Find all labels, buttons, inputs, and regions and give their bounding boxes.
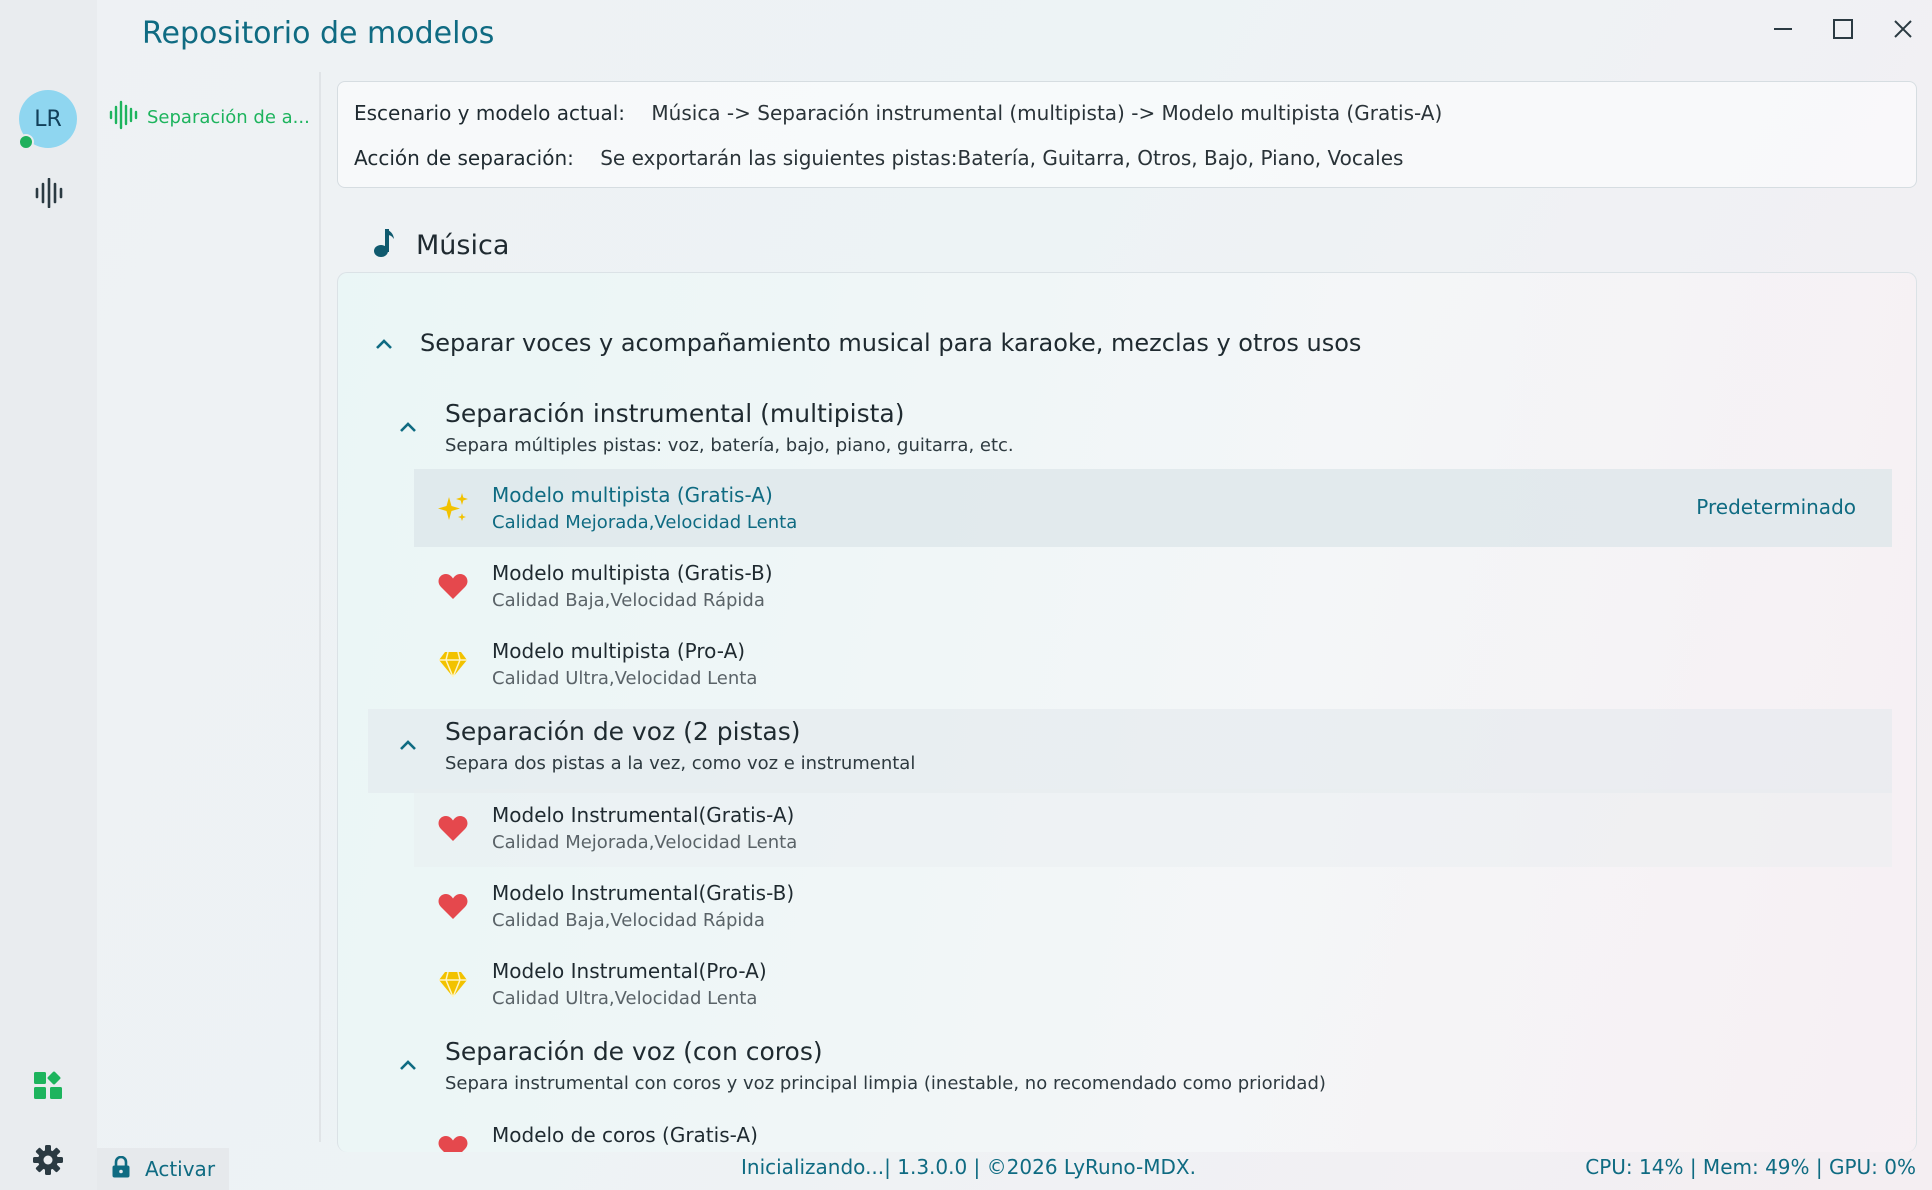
activate-button[interactable] xyxy=(97,1148,229,1190)
sidebar-item-label: Separación de a... xyxy=(147,107,310,128)
left-rail xyxy=(0,0,97,1190)
model-meta: Calidad Ultra,Velocidad Lenta xyxy=(492,988,758,1009)
action-label: Acción de separación: xyxy=(354,146,574,170)
action-value: Se exportarán las siguientes pistas:Batería, Guitarra, Otros, Bajo, Piano, Vocales xyxy=(600,146,1404,170)
category-two-track[interactable] xyxy=(368,709,1892,793)
section-title: Música xyxy=(416,230,510,261)
model-name: Modelo de coros (Gratis-A) xyxy=(492,1123,758,1147)
maximize-button[interactable] xyxy=(1828,14,1858,44)
category-title: Separación de voz (con coros) xyxy=(445,1037,823,1066)
category-desc: Separa dos pistas a la vez, como voz e instrumental xyxy=(445,753,916,774)
model-name: Modelo multipista (Pro-A) xyxy=(492,639,746,663)
sparkle-icon xyxy=(436,491,470,525)
heart-icon xyxy=(436,811,470,845)
waveform-icon xyxy=(109,100,139,135)
category-desc: Separa instrumental con coros y voz principal limpia (inestable, no recomendado como prioridad) xyxy=(445,1073,1326,1094)
heart-icon xyxy=(436,569,470,603)
chevron-up-icon[interactable] xyxy=(374,329,394,357)
model-name: Modelo Instrumental(Gratis-A) xyxy=(492,803,795,827)
sidebar-item-separation[interactable] xyxy=(109,100,310,135)
diamond-icon xyxy=(436,967,470,1001)
minimize-button[interactable] xyxy=(1768,14,1798,44)
model-meta: Calidad Baja,Velocidad Rápida xyxy=(492,910,765,931)
action-row xyxy=(354,146,1403,170)
model-meta: Calidad Mejorada,Velocidad Lenta xyxy=(492,512,798,533)
gear-icon[interactable] xyxy=(32,1144,64,1180)
category-title: Separación de voz (2 pistas) xyxy=(445,717,801,746)
model-name: Modelo multipista (Gratis-B) xyxy=(492,561,773,585)
avatar[interactable]: LR xyxy=(19,90,77,148)
model-item[interactable] xyxy=(414,867,1892,945)
model-name: Modelo multipista (Gratis-A) xyxy=(492,483,773,507)
category-desc: Separa múltiples pistas: voz, batería, bajo, piano, guitarra, etc. xyxy=(445,435,1014,456)
model-meta: Calidad Ultra,Velocidad Lenta xyxy=(492,668,758,689)
default-badge: Predeterminado xyxy=(1696,495,1856,519)
resource-usage: CPU: 14% | Mem: 49% | GPU: 0% xyxy=(1585,1155,1916,1179)
group-title: Separar voces y acompañamiento musical para karaoke, mezclas y otros usos xyxy=(420,329,1362,357)
model-item[interactable] xyxy=(414,945,1892,1023)
category-multitrack[interactable] xyxy=(368,391,1892,475)
window-title: Repositorio de modelos xyxy=(142,16,495,51)
current-model-info xyxy=(337,81,1917,188)
chevron-up-icon[interactable] xyxy=(398,737,418,756)
scenario-row xyxy=(354,101,1442,125)
group-header[interactable] xyxy=(374,329,1361,357)
heart-icon xyxy=(436,1131,470,1152)
model-item[interactable] xyxy=(414,789,1892,867)
online-status-dot xyxy=(18,134,34,150)
model-list-panel xyxy=(337,272,1917,1152)
lock-icon xyxy=(111,1156,131,1183)
scenario-value: Música -> Separación instrumental (multipista) -> Modelo multipista (Gratis-A) xyxy=(651,101,1443,125)
scenario-label: Escenario y modelo actual: xyxy=(354,101,626,125)
apps-icon[interactable] xyxy=(33,1070,63,1104)
model-item[interactable] xyxy=(414,625,1892,703)
section-header xyxy=(372,226,509,265)
activate-label: Activar xyxy=(145,1157,216,1181)
diamond-icon xyxy=(436,647,470,681)
waveform-icon[interactable] xyxy=(34,178,64,212)
status-text: Inicializando...| 1.3.0.0 | ©2026 LyRuno-MDX. xyxy=(741,1155,1196,1179)
category-backing-vocals[interactable] xyxy=(368,1029,1892,1113)
model-item-selected[interactable] xyxy=(414,469,1892,547)
model-name: Modelo Instrumental(Gratis-B) xyxy=(492,881,795,905)
model-item[interactable] xyxy=(414,1109,1892,1152)
secondary-sidebar xyxy=(97,72,321,1142)
model-item[interactable] xyxy=(414,547,1892,625)
music-note-icon xyxy=(372,226,396,265)
model-name: Modelo Instrumental(Pro-A) xyxy=(492,959,767,983)
chevron-up-icon[interactable] xyxy=(398,1057,418,1076)
heart-icon xyxy=(436,889,470,923)
category-title: Separación instrumental (multipista) xyxy=(445,399,905,428)
close-button[interactable] xyxy=(1888,14,1918,44)
chevron-up-icon[interactable] xyxy=(398,419,418,438)
model-meta: Calidad Mejorada,Velocidad Lenta xyxy=(492,832,798,853)
model-meta: Calidad Baja,Velocidad Rápida xyxy=(492,590,765,611)
